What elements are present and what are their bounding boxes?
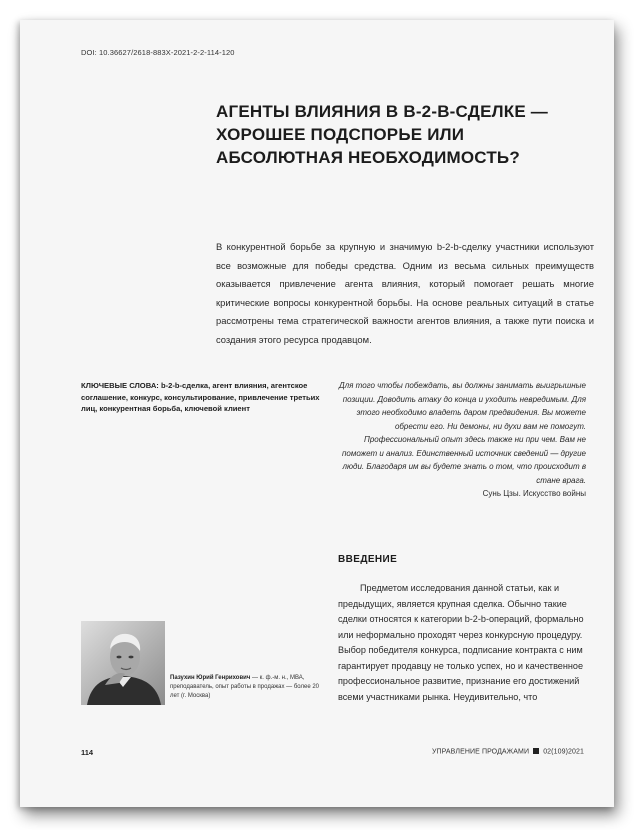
article-abstract: В конкурентной борьбе за крупную и значимую b-2-b-сделку участники используют все возможные для победы средства. Одним из весьма сильных преимуществ оказывается привлечение агента влияния, который помогает решать многие критические вопросы конкурентной борьбы. На основе реальных ситуаций в статье рассмотрены тема стратегической важности агентов влияния, а также пути поиска и создания этого ресурса продавцом. — [216, 241, 594, 345]
page-number: 114 — [81, 748, 94, 757]
epigraph-author: Сунь Цзы. Искусство войны — [482, 489, 586, 498]
article-title: АГЕНТЫ ВЛИЯНИЯ В B-2-B-СДЕЛКЕ — ХОРОШЕЕ ПОДСПОРЬЕ ИЛИ АБСОЛЮТНАЯ НЕОБХОДИМОСТЬ? — [216, 102, 548, 167]
section-body-text: Предметом исследования данной статьи, как и предыдущих, является крупная сделка. Обычно такие сделки относятся к категории b-2-b-операций, формально или неформально проходят через конкурсную процедуру. Выбор победителя конкурса, подписание контракта с ним гарантирует продавцу не только успех, но и качественное профессиональное развитие, признание его достижений всеми участниками рынка. Неудивительно, что — [338, 583, 584, 702]
epigraph — [338, 379, 586, 501]
journal-page — [20, 20, 614, 807]
running-footer — [432, 748, 584, 756]
doi-identifier: DOI: 10.36627/2618-883X-2021-2-2-114-120 — [81, 48, 235, 57]
issue-number: 02(109)2021 — [543, 748, 584, 756]
journal-name: УПРАВЛЕНИЕ ПРОДАЖАМИ — [431, 748, 530, 756]
author-credentials: — к. ф.-м. н., МВА, преподаватель, опыт работы в продажах — более 20 лет (г. Москва) — [170, 675, 320, 699]
author-bio — [170, 674, 320, 701]
epigraph-quote: Для того чтобы побеждать, вы должны занимать выигрышные позиции. Доводить атаку до конца и уходить невредимым. Для этого необходимо владеть даром предвидения. Вы можете обрести его. Ни демоны, ни духи вам не помогут. Профессиональный опыт здесь также ни при чем. Вам не поможет и анализ. Единственный источник сведений — другие люди. Благодаря им вы будете знать о том, что происходит в стане врага. — [338, 381, 586, 485]
section-heading: ВВЕДЕНИЕ — [338, 554, 398, 565]
author-photo — [81, 621, 165, 705]
author-name: Пазухин Юрий Генрихович — [170, 675, 251, 681]
keywords-block: КЛЮЧЕВЫЕ СЛОВА: b-2-b-сделка, агент влияния, агентское соглашение, конкурс, консультирование, привлечение третьих лиц, конкурентная борьба, ключевой клиент — [81, 381, 320, 413]
square-bullet-icon — [533, 748, 539, 754]
